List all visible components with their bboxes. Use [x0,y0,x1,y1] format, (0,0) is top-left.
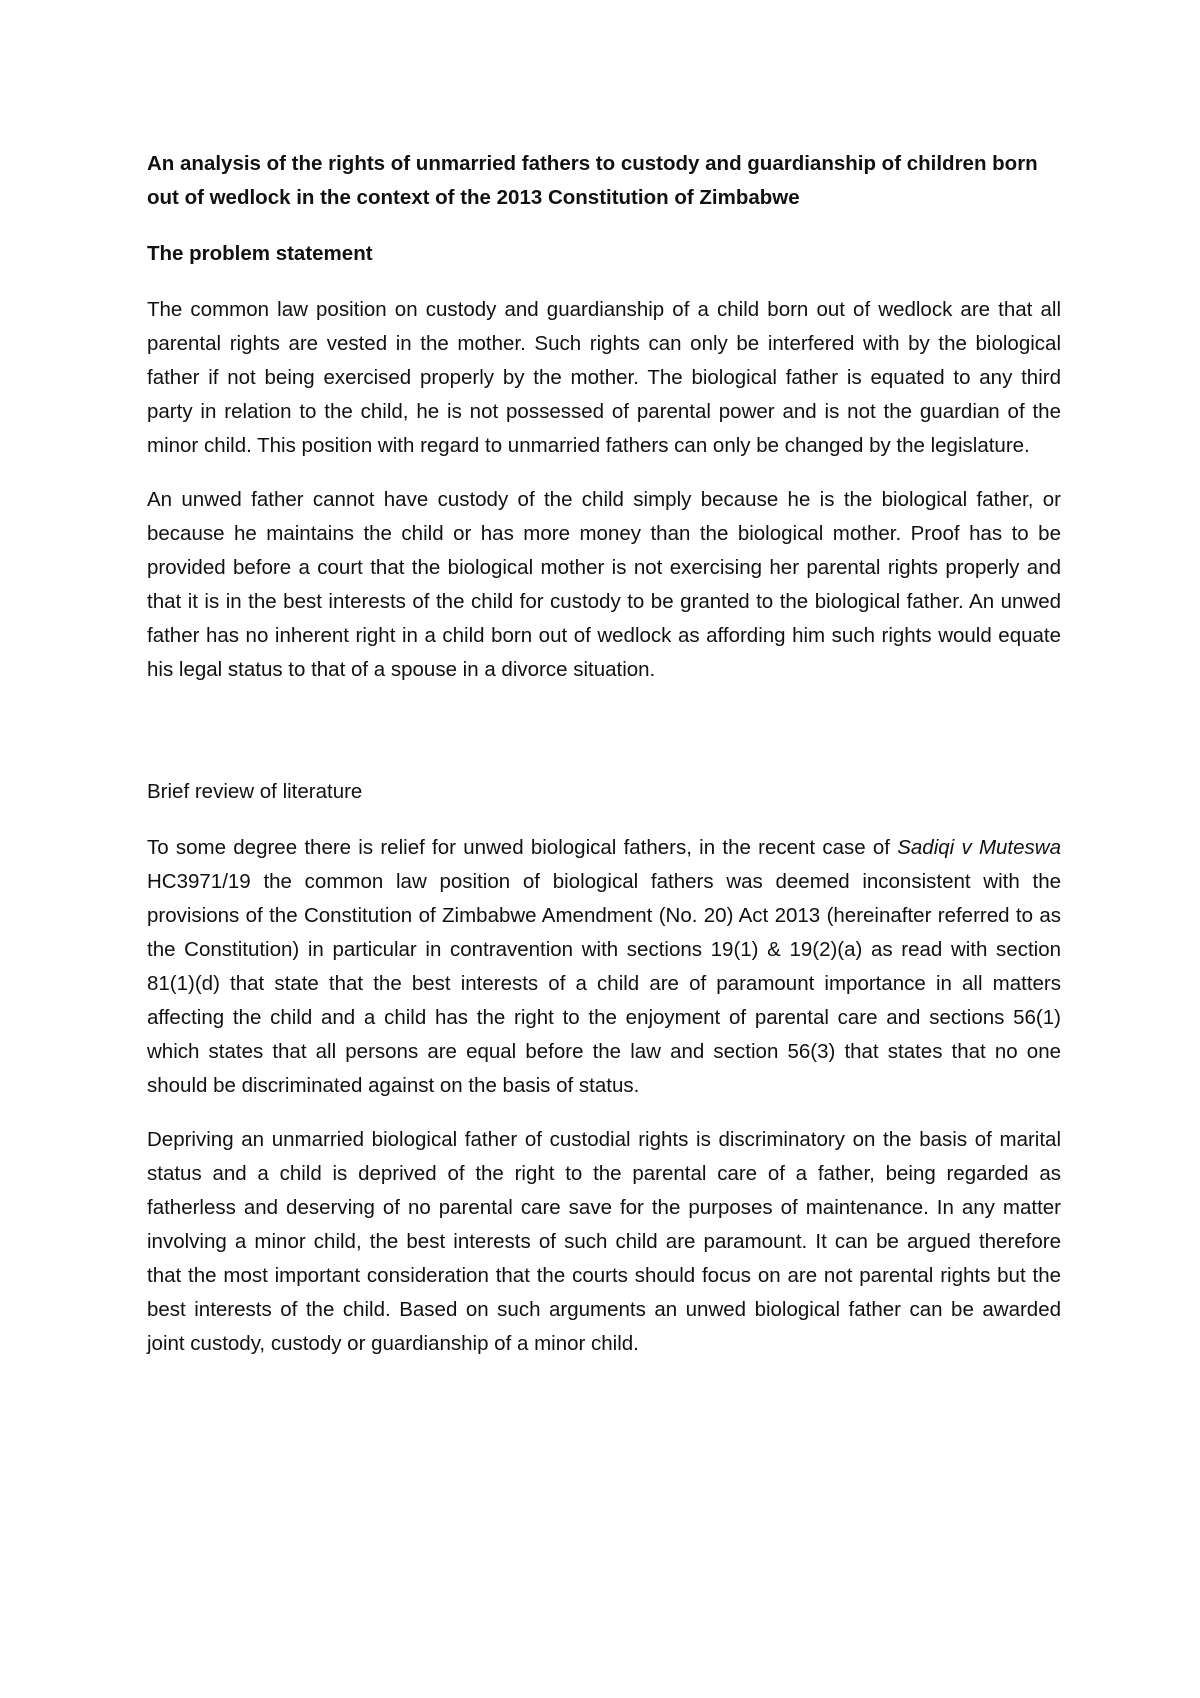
paragraph-discrimination-best-interests: Depriving an unmarried biological father of custodial rights is discriminatory on the basis of marital status and a child is deprived of the right to the parental care of a father, being regarded as fatherless and deserving of no parental care save for the purposes of maintenance. In any matter involving a minor child, the best interests of such child are paramount. It can be argued therefore that the most important consideration that the courts should focus on are not parental rights but the best interests of the child. Based on such arguments an unwed biological father can be awarded joint custody, custody or guardianship of a minor child. [147,1128,1061,1355]
paragraph-sadiqi-intro: To some degree there is relief for unwed biological fathers, in the recent case of [147,836,898,859]
document-body [147,147,1061,1381]
document-title: An analysis of the rights of unmarried fathers to custody and guardianship of children born out of wedlock in the context of the 2013 Constitution of Zimbabwe [147,152,1038,209]
section-gap [147,707,1061,775]
paragraph-common-law-position: The common law position on custody and guardianship of a child born out of wedlock are that all parental rights are vested in the mother. Such rights can only be interfered with by the biological father if not being exercised properly by the mother. The biological father is equated to any third party in relation to the child, he is not possessed of parental power and is not the guardian of the minor child. This position with regard to unmarried fathers can only be changed by the legislature. [147,298,1061,457]
paragraph-unwed-father-custody: An unwed father cannot have custody of the child simply because he is the biological father, or because he maintains the child or has more money than the biological mother. Proof has to be provided before a court that the biological mother is not exercising her parental rights properly and that it is in the best interests of the child for custody to be granted to the biological father. An unwed father has no inherent right in a child born out of wedlock as affording him such rights would equate his legal status to that of a spouse in a divorce situation. [147,488,1061,681]
section-heading-literature-review: Brief review of literature [147,780,363,803]
section-heading-problem-statement: The problem statement [147,242,373,265]
paragraph-sadiqi-case [147,831,1061,1103]
paragraph-sadiqi-rest: HC3971/19 the common law position of biological fathers was deemed inconsistent with the provisions of the Constitution of Zimbabwe Amendment (No. 20) Act 2013 (hereinafter referred to as the Constitution) in particular in contravention with sections 19(1) & 19(2)(a) as read with section 81(1)(d) that state that the best interests of a child are of paramount importance in all matters affecting the child and a child has the right to the enjoyment of parental care and sections 56(1) which states that all persons are equal before the law and section 56(3) that states that no one should be discriminated against on the basis of status. [147,870,1061,1097]
case-citation-sadiqi-v-muteswa: Sadiqi v Muteswa [897,836,1061,859]
